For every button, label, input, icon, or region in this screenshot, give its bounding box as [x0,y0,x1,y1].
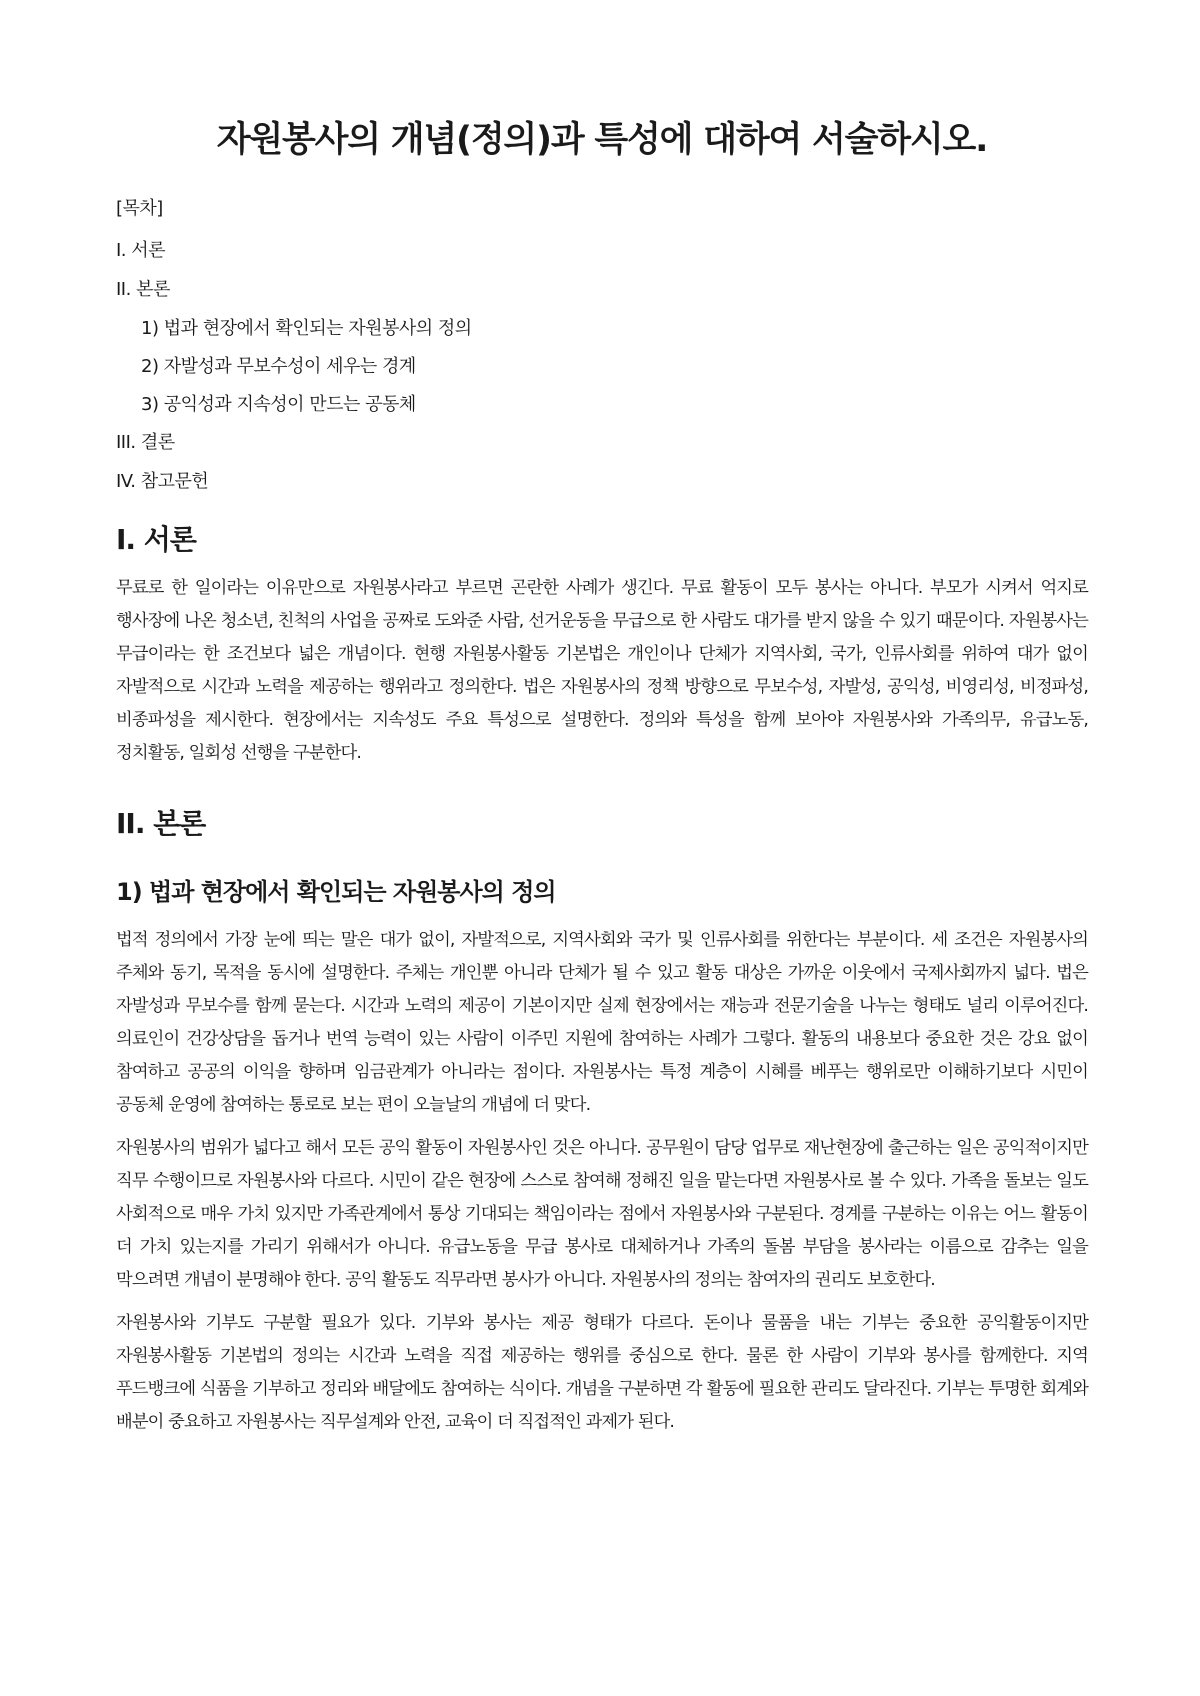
toc-item-references: IV. 참고문헌 [116,471,209,492]
toc-item-body-2: 2) 자발성과 무보수성이 세우는 경계 [141,356,416,377]
section-body [116,806,1088,1439]
intro-paragraph: 무료로 한 일이라는 이유만으로 자원봉사라고 부르면 곤란한 사례가 생긴다. 무료 활동이 모두 봉사는 아니다. 부모가 시켜서 억지로 행사장에 나온 청소년, 친척의 사업을 공짜로 도와준 사람, 선거운동을 무급으로 한 사람도 대가를 받지 않을 수 있기 때문이다. 자원봉사는 무급이라는 한 조건보다 넓은 개념이다. 현행 자원봉사활동 기본법은 개인이나 단체가 지역사회, 국가, 인류사회를 위하여 대가 없이 자발적으로 시간과 노력을 제공하는 행위라고 정의한다. 법은 자원봉사의 정책 방향으로 무보수성, 자발성, 공익성, 비영리성, 비정파성, 비종파성을 제시한다. 현장에서는 지속성도 주요 특성으로 설명한다. 정의와 특성을 함께 보아야 자원봉사와 가족의무, 유급노동, 정치활동, 일회성 선행을 구분한다. [116,578,1088,763]
toc-item-body-1: 1) 법과 현장에서 확인되는 자원봉사의 정의 [141,318,472,339]
toc-item-conclusion: III. 결론 [116,432,175,453]
table-of-contents [116,196,1088,494]
body-paragraph: 자원봉사와 기부도 구분할 필요가 있다. 기부와 봉사는 제공 형태가 다르다. 돈이나 물품을 내는 기부는 중요한 공익활동이지만 자원봉사활동 기본법의 정의는 시간과 노력을 직접 제공하는 행위를 중심으로 한다. 물론 한 사람이 기부와 봉사를 함께한다. 지역 푸드뱅크에 식품을 기부하고 정리와 배달에도 참여하는 식이다. 개념을 구분하면 각 활동에 필요한 관리도 달라진다. 기부는 투명한 회계와 배분이 중요하고 자원봉사는 직무설계와 안전, 교육이 더 직접적인 과제가 된다. [116,1313,1088,1432]
document-title: 자원봉사의 개념(정의)과 특성에 대하여 서술하시오. [216,120,988,160]
toc-heading: [목차] [116,198,163,219]
section-intro [116,522,1088,770]
subsection-definition-heading: 1) 법과 현장에서 확인되는 자원봉사의 정의 [116,878,556,906]
toc-item-body-3: 3) 공익성과 지속성이 만드는 공동체 [141,394,416,415]
intro-heading: I. 서론 [116,523,196,556]
toc-list [116,238,1088,494]
body-paragraph: 법적 정의에서 가장 눈에 띄는 말은 대가 없이, 자발적으로, 지역사회와 국가 및 인류사회를 위한다는 부분이다. 세 조건은 자원봉사의 주체와 동기, 목적을 동시에 설명한다. 주체는 개인뿐 아니라 단체가 될 수 있고 활동 대상은 가까운 이웃에서 국제사회까지 넓다. 법은 자발성과 무보수를 함께 묻는다. 시간과 노력의 제공이 기본이지만 실제 현장에서는 재능과 전문기술을 나누는 형태도 널리 이루어진다. 의료인이 건강상담을 돕거나 번역 능력이 있는 사람이 이주민 지원에 참여하는 사례가 그렇다. 활동의 내용보다 중요한 것은 강요 없이 참여하고 공공의 이익을 향하며 임금관계가 아니라는 점이다. 자원봉사는 특정 계층이 시혜를 베푸는 행위로만 이해하기보다 시민이 공동체 운영에 참여하는 통로로 보는 편이 오늘날의 개념에 더 맞다. [116,930,1088,1115]
subsection-definition [116,876,1088,1439]
body-heading: II. 본론 [116,807,206,840]
body-paragraph: 자원봉사의 범위가 넓다고 해서 모든 공익 활동이 자원봉사인 것은 아니다. 공무원이 담당 업무로 재난현장에 출근하는 일은 공익적이지만 직무 수행이므로 자원봉사와 다르다. 시민이 같은 현장에 스스로 참여해 정해진 일을 맡는다면 자원봉사로 볼 수 있다. 가족을 돌보는 일도 사회적으로 매우 가치 있지만 가족관계에서 통상 기대되는 책임이라는 점에서 자원봉사와 구분된다. 경계를 구분하는 이유는 어느 활동이 더 가치 있는지를 가리기 위해서가 아니다. 유급노동을 무급 봉사로 대체하거나 가족의 돌봄 부담을 봉사라는 이름으로 감추는 일을 막으려면 개념이 분명해야 한다. 공익 활동도 직무라면 봉사가 아니다. 자원봉사의 정의는 참여자의 권리도 보호한다. [116,1138,1088,1290]
toc-item-intro: I. 서론 [116,240,166,261]
toc-item-body: II. 본론 [116,279,170,300]
